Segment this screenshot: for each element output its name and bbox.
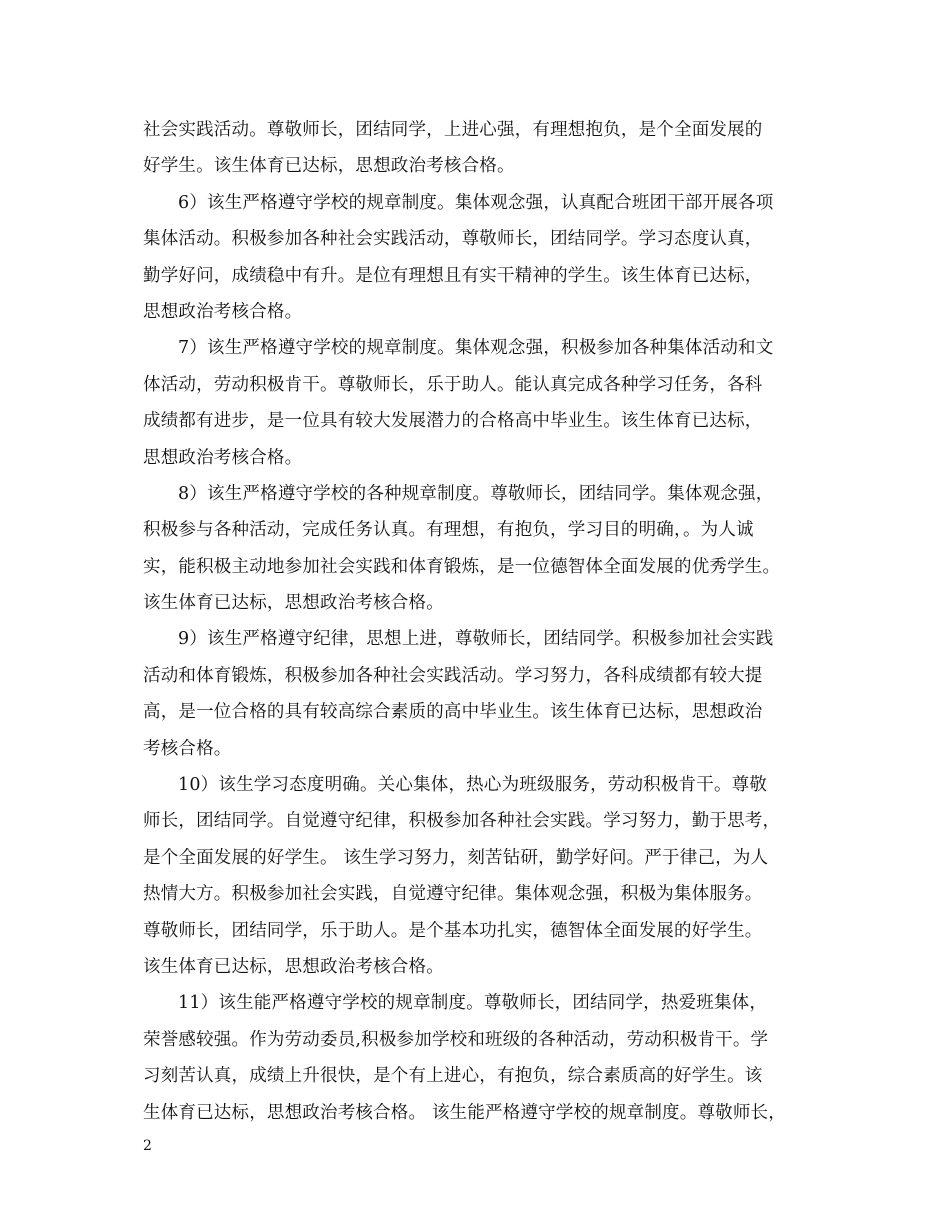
text-line: 尊敬师长，团结同学，乐于助人。是个基本功扎实，德智体全面发展的好学生。 — [143, 920, 763, 941]
text-line: 勤学好问，成绩稳中有升。是位有理想且有实干精神的学生。该生体育已达标， — [143, 265, 763, 286]
text-line: 11）该生能严格遵守学校的规章制度。尊敬师长，团结同学，热爱班集体， — [178, 993, 768, 1014]
text-line: 该生体育已达标，思想政治考核合格。 — [143, 593, 444, 614]
text-line: 社会实践活动。尊敬师长，团结同学，上进心强，有理想抱负，是个全面发展的 — [143, 120, 763, 140]
text-line: 热情大方。积极参加社会实践，自觉遵守纪律。集体观念强，积极为集体服务。 — [143, 884, 763, 905]
text-line: 生体育已达标，思想政治考核合格。 该生能严格遵守学校的规章制度。尊敬师长， — [143, 1102, 786, 1123]
text-line: 10）该生学习态度明确。关心集体，热心为班级服务，劳动积极肯干。尊敬 — [178, 775, 768, 796]
text-line: 实，能积极主动地参加社会实践和体育锻炼，是一位德智体全面发展的优秀学生。 — [143, 556, 781, 577]
page-number: 2 — [143, 1138, 152, 1154]
text-line: 积极参与各种活动，完成任务认真。有理想，有抱负，学习目的明确，。为人诚 — [143, 520, 754, 541]
text-line: 考核合格。 — [143, 738, 232, 759]
text-line: 活动和体育锻炼，积极参加各种社会实践活动。学习努力，各科成绩都有较大提 — [143, 665, 763, 686]
text-line: 是个全面发展的好学生。 该生学习努力，刻苦钻研，勤学好问。严于律己，为人 — [143, 847, 769, 868]
text-line: 该生体育已达标，思想政治考核合格。 — [143, 956, 444, 977]
text-line: 9）该生严格遵守纪律，思想上进，尊敬师长，团结同学。积极参加社会实践 — [178, 629, 774, 650]
text-line: 好学生。该生体育已达标，思想政治考核合格。 — [143, 156, 515, 177]
document-body — [143, 112, 833, 1131]
text-line: 体活动，劳动积极肯干。尊敬师长，乐于助人。能认真完成各种学习任务，各科 — [143, 374, 763, 395]
text-line: 7）该生严格遵守学校的规章制度。集体观念强，积极参加各种集体活动和文 — [178, 338, 774, 359]
text-line: 思想政治考核合格。 — [143, 301, 303, 322]
text-line: 成绩都有进步，是一位具有较大发展潜力的合格高中毕业生。该生体育已达标， — [143, 411, 763, 432]
text-line: 6）该生严格遵守学校的规章制度。集体观念强，认真配合班团干部开展各项 — [178, 192, 774, 213]
text-line: 荣誉感较强。作为劳动委员,积极参加学校和班级的各种活动，劳动积极肯干。学 — [143, 1029, 769, 1050]
text-line: 习刻苦认真，成绩上升很快，是个有上进心，有抱负，综合素质高的好学生。该 — [143, 1066, 763, 1087]
text-line: 师长，团结同学。自觉遵守纪律，积极参加各种社会实践。学习努力，勤于思考， — [143, 811, 781, 832]
text-line: 集体活动。积极参加各种社会实践活动，尊敬师长，团结同学。学习态度认真， — [143, 229, 763, 250]
text-line: 高，是一位合格的具有较高综合素质的高中毕业生。该生体育已达标，思想政治 — [143, 702, 763, 723]
text-line: 8）该生严格遵守学校的各种规章制度。尊敬师长，团结同学。集体观念强， — [178, 483, 774, 504]
text-line: 思想政治考核合格。 — [143, 447, 303, 468]
